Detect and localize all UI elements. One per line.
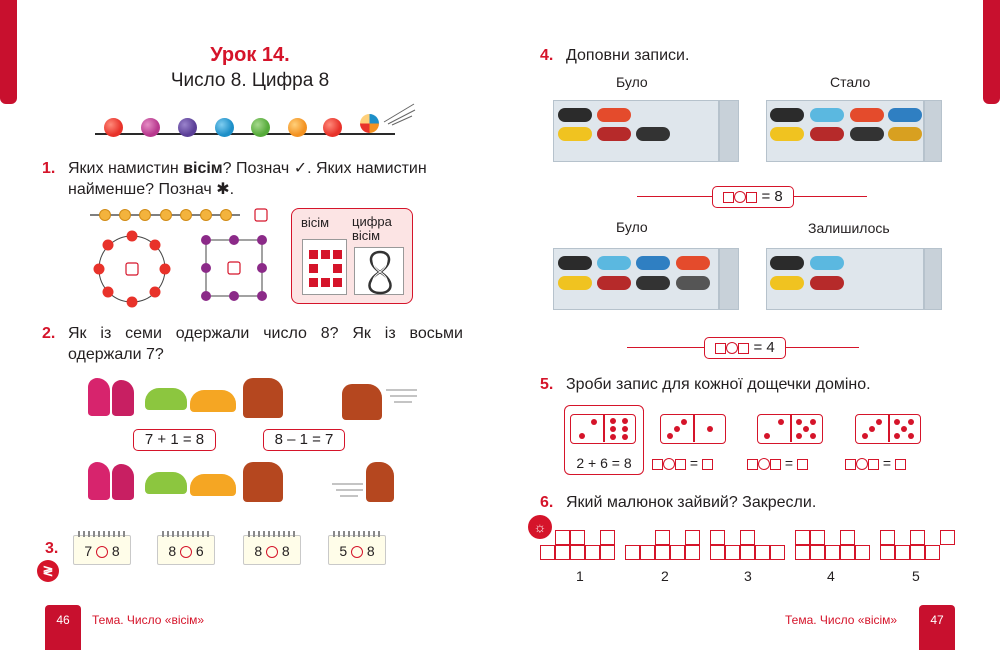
square-blank[interactable] [747,459,758,470]
label-bulo-2: Було [616,219,648,235]
compare-card-2: 8 6 [157,535,215,565]
task5-text: Зроби запис для кожної дощечки доміно. [566,376,871,393]
square-blank[interactable] [675,459,686,470]
circle-blank[interactable] [726,342,738,354]
square-blank[interactable] [652,459,663,470]
dots-card [302,239,347,295]
square-blank[interactable] [845,459,856,470]
domino-equation-blank-1: = [652,455,713,471]
square-blank[interactable] [868,459,879,470]
domino-2-5 [757,414,823,444]
square-blank[interactable] [770,459,781,470]
task1-text: Яких намистин вісім? Познач ✓. Яких намистин найменше? Познач ✱. [68,160,427,198]
square-blank[interactable] [702,459,713,470]
figure-label-4: 4 [827,568,835,584]
circle-blank[interactable] [758,458,770,470]
circle-blank[interactable] [856,458,868,470]
square-blank[interactable] [738,343,749,354]
label-stalo: Стало [830,74,871,90]
domino-2-6 [570,414,636,444]
compare-card-1: 7 8 [73,535,131,565]
footer-topic-right: Тема. Число «вісім» [785,613,898,627]
circle-blank[interactable] [180,546,192,558]
task6-number: 6. [540,494,554,511]
label-zalyshylos: Залишилось [808,220,890,236]
square-blank[interactable] [715,343,726,354]
square-blank[interactable] [723,192,734,203]
task5-number: 5. [540,376,554,393]
task2-number: 2. [42,325,56,342]
equation-7-plus-1: 7 + 1 = 8 [133,429,216,451]
circle-blank[interactable] [266,546,278,558]
square-blank[interactable] [797,459,808,470]
lesson-subtitle: Число 8. Цифра 8 [170,70,330,91]
lesson-title: Урок 14. [210,44,290,66]
equation-task4-2: = 4 [704,337,786,359]
label-bulo-1: Було [616,74,648,90]
red-bead-circle [88,228,176,310]
equation-task4-1: = 8 [712,186,794,208]
page-number-right: 47 [919,605,955,650]
lightbulb-icon: ☼ [528,515,552,539]
eight-card [291,208,413,304]
square-blank[interactable] [895,459,906,470]
square-blank[interactable] [746,192,757,203]
compare-card-3: 8 8 [243,535,301,565]
page-number-left: 46 [45,605,81,650]
yellow-bead-row [90,205,275,225]
task4-text: Доповни записи. [566,47,690,64]
domino-3-1 [660,414,726,444]
circle-blank[interactable] [96,546,108,558]
card-label-tsyfra: цифра вісім [352,214,392,243]
circle-blank[interactable] [663,458,675,470]
footer-topic-left: Тема. Число «вісім» [92,613,205,627]
figure-label-3: 3 [744,568,752,584]
domino-3-5 [855,414,921,444]
equation-8-minus-1: 8 – 1 = 7 [263,429,345,451]
digit-eight-trace [354,247,404,295]
task1-number: 1. [42,160,56,177]
figure-label-5: 5 [912,568,920,584]
domino-equation-blank-3: = [845,455,906,471]
right-page-tab [983,0,1000,104]
figure-label-2: 2 [661,568,669,584]
task4-number: 4. [540,47,554,64]
circle-blank[interactable] [351,546,363,558]
purple-bead-square [198,232,270,304]
task2-text: Як із семи одержали число 8? Як із восьми одержали 7? [68,325,463,363]
sample-equation: 2 + 6 = 8 [576,455,632,471]
left-page-tab [0,0,17,104]
motion-lines [382,100,417,126]
domino-equation-blank-2: = [747,455,808,471]
compare-icon: ≷ [37,560,59,582]
figure-label-1: 1 [576,568,584,584]
task6-text: Який малюнок зайвий? Закресли. [566,494,817,511]
circle-blank[interactable] [734,191,746,203]
card-label-visim: вісім [301,215,330,230]
task3-number: 3. [45,540,59,557]
compare-card-4: 5 8 [328,535,386,565]
